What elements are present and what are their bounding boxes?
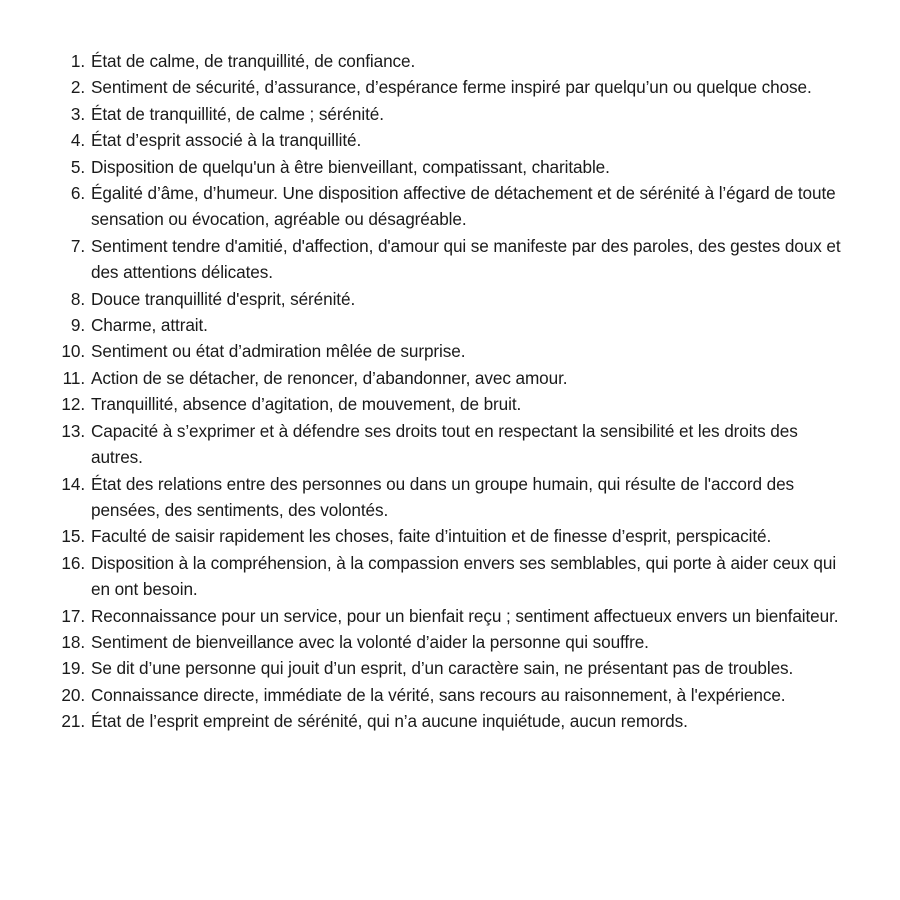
item-number: 3.	[70, 103, 85, 124]
list-item	[60, 629, 850, 655]
item-number: 16.	[61, 552, 85, 573]
item-number: 5.	[70, 156, 85, 177]
item-number: 17.	[61, 605, 85, 626]
item-text: Disposition de quelqu'un à être bienveillant, compatissant, charitable.	[91, 156, 610, 177]
item-number: 20.	[61, 684, 85, 705]
item-number: 12.	[61, 394, 85, 415]
item-text: État de tranquillité, de calme ; sérénité.	[91, 103, 384, 124]
list-item	[60, 180, 850, 233]
list-item	[60, 365, 850, 391]
item-number: 19.	[61, 658, 85, 679]
list-item	[60, 233, 850, 286]
item-text: Action de se détacher, de renoncer, d’abandonner, avec amour.	[91, 367, 568, 388]
item-number: 13.	[61, 420, 85, 441]
list-item	[60, 550, 850, 603]
list-item	[60, 74, 850, 100]
list-item	[60, 101, 850, 127]
item-text: État d’esprit associé à la tranquillité.	[91, 130, 362, 151]
item-text: Égalité d’âme, d’humeur. Une disposition affective de détachement et de sérénité à l’égard de toute sensation ou évocation, agréable ou désagréable.	[91, 183, 836, 230]
item-text: Connaissance directe, immédiate de la vérité, sans recours au raisonnement, à l'expérience.	[91, 684, 786, 705]
list-item	[60, 682, 850, 708]
item-text: Sentiment tendre d'amitié, d'affection, d'amour qui se manifeste par des paroles, des gestes doux et des attentions délicates.	[91, 235, 841, 283]
list-item	[60, 523, 850, 549]
list-item	[60, 391, 850, 417]
item-number: 21.	[61, 711, 85, 732]
item-text: Sentiment de bienveillance avec la volonté d’aider la personne qui souffre.	[91, 631, 649, 652]
item-text: Douce tranquillité d'esprit, sérénité.	[91, 288, 356, 309]
list-item	[60, 154, 850, 180]
item-text: Se dit d’une personne qui jouit d’un esprit, d’un caractère sain, ne présentant pas de troubles.	[91, 658, 794, 679]
list-item	[60, 418, 850, 471]
item-number: 1.	[70, 51, 85, 71]
list-item	[60, 471, 850, 524]
item-text: État de l’esprit empreint de sérénité, qui n’a aucune inquiétude, aucun remords.	[91, 711, 688, 732]
item-text: Reconnaissance pour un service, pour un bienfait reçu ; sentiment affectueux envers un bienfaiteur.	[91, 605, 839, 626]
item-number: 14.	[61, 473, 85, 494]
item-number: 10.	[61, 341, 85, 362]
item-number: 2.	[70, 77, 85, 98]
list-item	[60, 48, 850, 74]
definition-list	[60, 48, 850, 735]
list-item	[60, 603, 850, 629]
item-text: Tranquillité, absence d’agitation, de mouvement, de bruit.	[91, 394, 522, 415]
item-number: 15.	[61, 526, 85, 547]
item-number: 18.	[61, 631, 85, 652]
item-text: État de calme, de tranquillité, de confiance.	[91, 51, 416, 71]
item-number: 7.	[70, 235, 85, 256]
list-item	[60, 338, 850, 364]
list-item	[60, 312, 850, 338]
item-number: 6.	[70, 183, 85, 204]
item-text: Disposition à la compréhension, à la compassion envers ses semblables, qui porte à aider ceux qui en ont besoin.	[91, 552, 837, 600]
item-text: Capacité à s’exprimer et à défendre ses droits tout en respectant la sensibilité et les droits des autres.	[91, 420, 798, 468]
item-text: Sentiment ou état d’admiration mêlée de surprise.	[91, 341, 466, 362]
item-text: Sentiment de sécurité, d’assurance, d’espérance ferme inspiré par quelqu’un ou quelque chose.	[91, 77, 812, 98]
item-number: 11.	[62, 367, 85, 388]
item-text: Charme, attrait.	[91, 315, 208, 336]
list-item	[60, 708, 850, 734]
item-number: 8.	[70, 288, 85, 309]
list-item	[60, 286, 850, 312]
item-number: 9.	[70, 315, 85, 336]
item-number: 4.	[70, 130, 85, 151]
list-item	[60, 655, 850, 681]
list-item	[60, 127, 850, 153]
item-text: État des relations entre des personnes ou dans un groupe humain, qui résulte de l'accord des pensées, des sentiments, des volontés.	[91, 473, 795, 520]
item-text: Faculté de saisir rapidement les choses, faite d’intuition et de finesse d’esprit, perspicacité.	[91, 526, 772, 547]
